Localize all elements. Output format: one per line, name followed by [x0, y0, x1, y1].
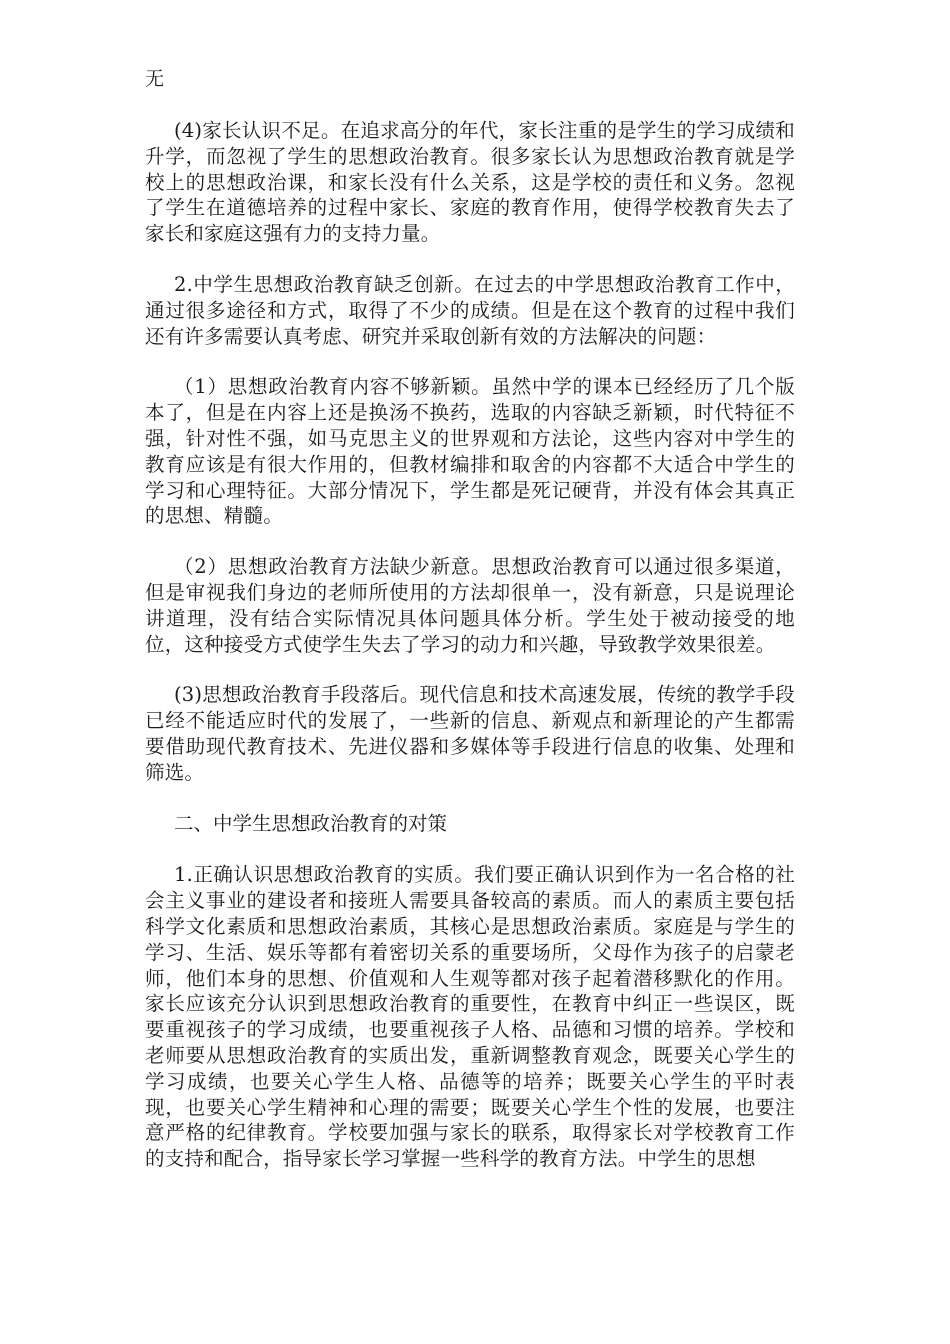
paragraph-correct-understanding: 1.正确认识思想政治教育的实质。我们要正确认识到作为一名合格的社会主义事业的建设者和接班人需要具备较高的素质。而人的素质主要包括科学文化素质和思想政治素质，其核心是思想政治素质。家庭是与学生的学习、生活、娱乐等都有着密切关系的重要场所，父母作为孩子的启蒙老师，他们本身的思想、价值观和人生观等都对孩子起着潜移默化的作用。家长应该充分认识到思想政治教育的重要性，在教育中纠正一些误区，既要重视孩子的学习成绩，也要重视孩子人格、品德和习惯的培养。学校和老师要从思想政治教育的实质出发，重新调整教育观念，既要关心学生的学习成绩，也要关心学生人格、品德等的培养；既要关心学生的平时表现，也要关心学生精神和心理的需要；既要关心学生个性的发展，也要注意严格的纪律教育。学校要加强与家长的联系，取得家长对学校教育工作的支持和配合，指导家长学习掌握一些科学的教育方法。中学生的思想 [145, 863, 795, 1171]
document-body [145, 118, 795, 1197]
header-mark: 无 [145, 68, 165, 90]
paragraph-lack-of-innovation: 2.中学生思想政治教育缺乏创新。在过去的中学思想政治教育工作中，通过很多途径和方式，取得了不少的成绩。但是在这个教育的过程中我们还有许多需要认真考虑、研究并采取创新有效的方法解决的问题： [145, 272, 795, 348]
paragraph-parents-awareness: (4)家长认识不足。在追求高分的年代，家长注重的是学生的学习成绩和升学，而忽视了学生的思想政治教育。很多家长认为思想政治教育就是学校上的思想政治课，和家长没有什么关系，这是学校的责任和义务。忽视了学生在道德培养的过程中家长、家庭的教育作用，使得学校教育失去了家长和家庭这强有力的支持力量。 [145, 119, 795, 246]
section-heading: 二、中学生思想政治教育的对策 [174, 811, 448, 835]
paragraph-outdated-means: (3)思想政治教育手段落后。现代信息和技术高速发展，传统的教学手段已经不能适应时代的发展了，一些新的信息、新观点和新理论的产生都需要借助现代教育技术、先进仪器和多媒体等手段进行信息的收集、处理和筛选。 [145, 683, 795, 784]
paragraph-methods-lack-novelty: （2）思想政治教育方法缺少新意。思想政治教育可以通过很多渠道，但是审视我们身边的老师所使用的方法却很单一，没有新意，只是说理论讲道理，没有结合实际情况具体问题具体分析。学生处于被动接受的地位，这种接受方式使学生失去了学习的动力和兴趣，导致教学效果很差。 [145, 555, 795, 656]
paragraph-content-not-novel: （1）思想政治教育内容不够新颖。虽然中学的课本已经经历了几个版本了，但是在内容上还是换汤不换药，选取的内容缺乏新颖，时代特征不强，针对性不强，如马克思主义的世界观和方法论，这些内容对中学生的教育应该是有很大作用的，但教材编排和取舍的内容都不大适合中学生的学习和心理特征。大部分情况下，学生都是死记硬背，并没有体会其真正的思想、精髓。 [145, 375, 795, 528]
